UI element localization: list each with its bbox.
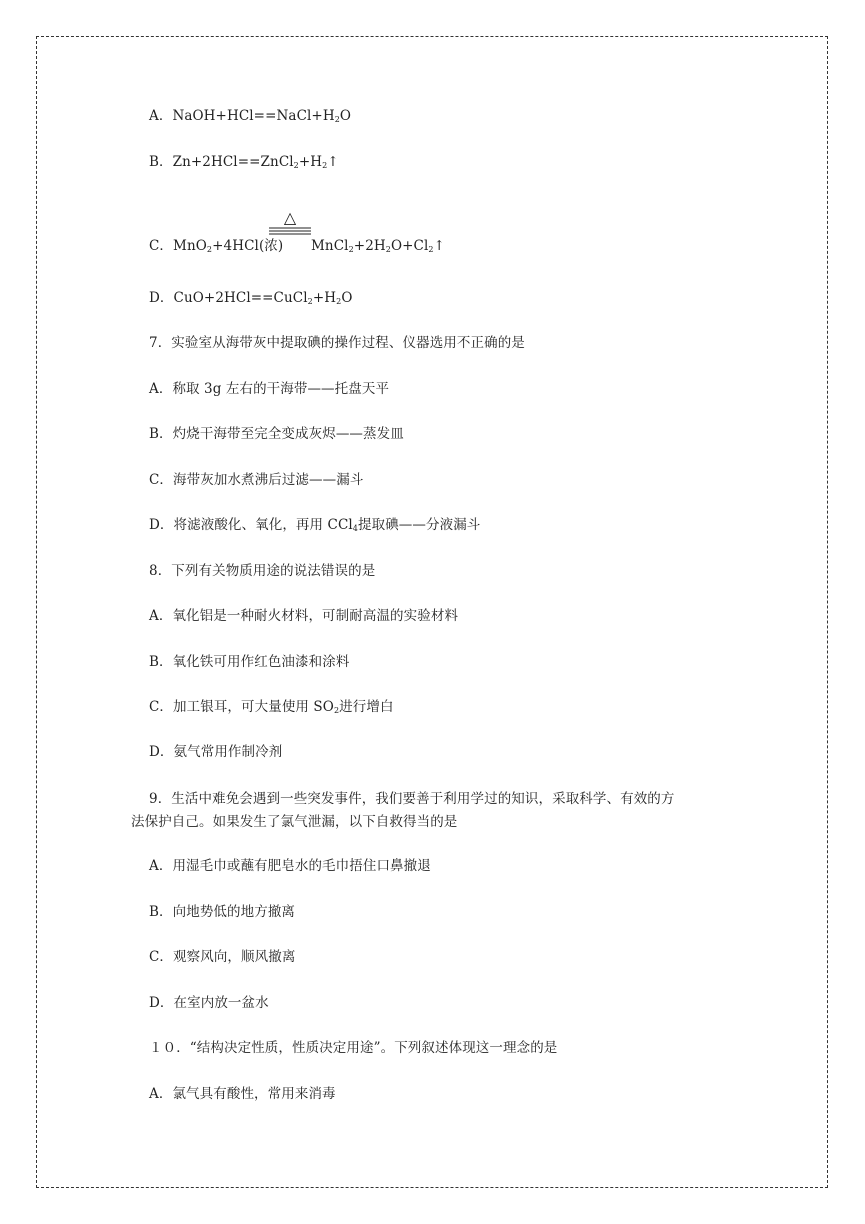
- q6-option-d[interactable]: D．$CuO+2HCl==CuCl_2+H_2O$: [149, 290, 353, 306]
- q8-option-a[interactable]: A．氧化铝是一种耐火材料，可制耐高温的实验材料: [149, 608, 459, 624]
- q9-option-b[interactable]: B．向地势低的地方撤离: [149, 904, 296, 920]
- q7-stem: 7．实验室从海带灰中提取碘的操作过程、仪器选用不正确的是: [149, 335, 525, 351]
- q6-option-c-left[interactable]: C．MnO$_2$+4HCl(浓): [149, 238, 284, 254]
- q7-option-c[interactable]: C．海带灰加水煮沸后过滤——漏斗: [149, 472, 364, 488]
- q6-option-b[interactable]: B．$Zn+2HCl==ZnCl_2+H_2↑$: [149, 154, 339, 170]
- q9-option-d[interactable]: D．在室内放一盆水: [149, 995, 269, 1011]
- q8-option-c[interactable]: C．加工银耳，可大量使用 $SO_2$进行增白: [149, 699, 394, 715]
- q7-option-a[interactable]: A．称取 3g 左右的干海带——托盘天平: [149, 381, 390, 397]
- q10-stem: １０．“结构决定性质，性质决定用途”。下列叙述体现这一理念的是: [149, 1040, 558, 1056]
- q8-option-b[interactable]: B．氧化铁可用作红色油漆和涂料: [149, 654, 350, 670]
- q9-stem-line2: 法保护自己。如果发生了氯气泄漏，以下自救得当的是: [131, 814, 458, 830]
- q6-option-c-right: $MnCl_2+2H_2O+Cl_2↑$: [311, 238, 446, 254]
- q9-option-c[interactable]: C．观察风向，顺风撤离: [149, 949, 296, 965]
- q9-option-a[interactable]: A．用湿毛巾或蘸有肥皂水的毛巾捂住口鼻撤退: [149, 858, 431, 874]
- heating-condition-symbol: [268, 210, 312, 236]
- q8-stem: 8．下列有关物质用途的说法错误的是: [149, 563, 376, 579]
- q7-option-d[interactable]: D．将滤液酸化、氧化，再用 CCl$_4$提取碘——分液漏斗: [149, 517, 481, 533]
- q10-option-a[interactable]: A．氯气具有酸性，常用来消毒: [149, 1086, 336, 1102]
- triangle-heat-icon: △: [283, 210, 297, 227]
- q9-stem-line1: 9．生活中难免会遇到一些突发事件，我们要善于利用学过的知识，采取科学、有效的方: [149, 791, 675, 807]
- q6-option-a[interactable]: A．$NaOH+HCl==NaCl+H_2O$: [149, 108, 352, 124]
- q8-option-d[interactable]: D．氨气常用作制冷剂: [149, 744, 283, 760]
- q7-option-b[interactable]: B．灼烧干海带至完全变成灰烬——蒸发皿: [149, 426, 404, 442]
